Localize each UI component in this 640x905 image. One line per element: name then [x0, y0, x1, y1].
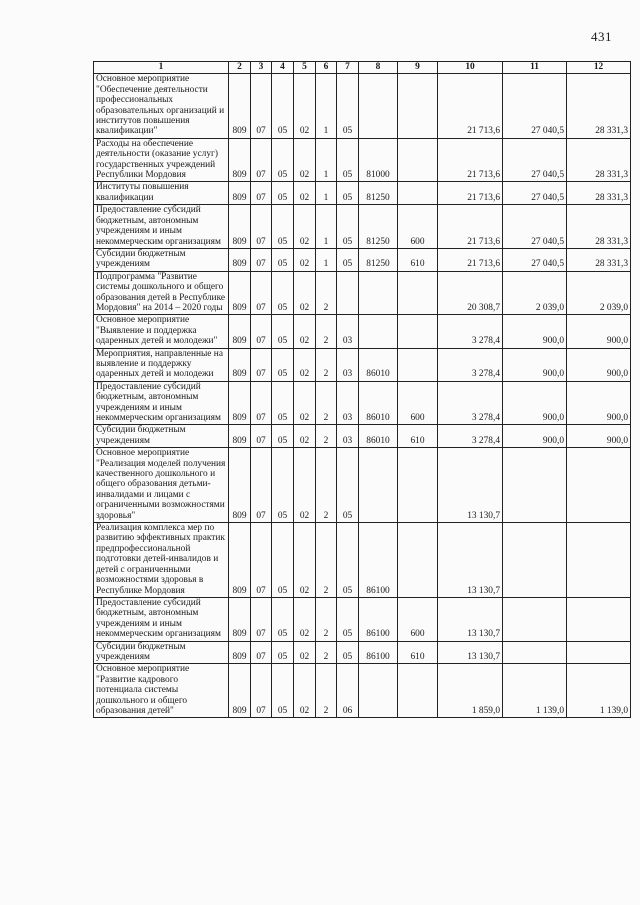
cell-amount-2017: 21 713,6: [438, 205, 503, 249]
cell-expense-type: [398, 348, 438, 381]
cell-subprogram: 2: [316, 641, 337, 664]
cell-expense-type: 600: [398, 205, 438, 249]
cell-amount-2019: 28 331,3: [567, 248, 631, 271]
cell-program: 02: [294, 523, 316, 598]
cell-event: 05: [337, 182, 359, 205]
cell-subprogram: 1: [316, 205, 337, 249]
cell-event: 03: [337, 381, 359, 425]
column-header: 4: [272, 62, 294, 74]
cell-subsection: 05: [272, 641, 294, 664]
cell-section: 07: [251, 248, 272, 271]
row-name: Институты повышения квалификации: [94, 182, 229, 205]
table-row: [94, 182, 631, 205]
cell-event: 05: [337, 74, 359, 138]
cell-direction: [359, 315, 398, 348]
cell-event: 06: [337, 664, 359, 718]
table-row: [94, 348, 631, 381]
cell-amount-2018: 1 139,0: [503, 664, 567, 718]
cell-expense-type: [398, 315, 438, 348]
cell-direction: 81000: [359, 138, 398, 182]
cell-direction: [359, 271, 398, 315]
column-header: 11: [503, 62, 567, 74]
cell-ministry: 809: [229, 74, 251, 138]
cell-ministry: 809: [229, 664, 251, 718]
cell-amount-2017: 3 278,4: [438, 348, 503, 381]
column-header: 1: [94, 62, 229, 74]
cell-subprogram: 2: [316, 448, 337, 523]
cell-ministry: 809: [229, 315, 251, 348]
cell-expense-type: 610: [398, 641, 438, 664]
cell-ministry: 809: [229, 523, 251, 598]
cell-subprogram: 1: [316, 182, 337, 205]
row-name: Субсидии бюджетным учреждениям: [94, 641, 229, 664]
cell-amount-2017: 21 713,6: [438, 248, 503, 271]
row-name: Субсидии бюджетным учреждениям: [94, 425, 229, 448]
cell-program: 02: [294, 641, 316, 664]
cell-amount-2019: 2 039,0: [567, 271, 631, 315]
cell-subsection: 05: [272, 205, 294, 249]
cell-amount-2017: 21 713,6: [438, 138, 503, 182]
cell-amount-2018: 2 039,0: [503, 271, 567, 315]
row-name: Предоставление субсидий бюджетным, автономным учреждениям и иным некоммерческим организациям: [94, 381, 229, 425]
cell-program: 02: [294, 248, 316, 271]
table-row: [94, 597, 631, 641]
cell-amount-2017: 13 130,7: [438, 597, 503, 641]
cell-subsection: 05: [272, 381, 294, 425]
cell-amount-2017: 21 713,6: [438, 182, 503, 205]
cell-amount-2018: [503, 597, 567, 641]
cell-subprogram: 1: [316, 74, 337, 138]
cell-subprogram: 1: [316, 138, 337, 182]
cell-amount-2017: 13 130,7: [438, 523, 503, 598]
cell-direction: 86100: [359, 523, 398, 598]
cell-direction: 86010: [359, 425, 398, 448]
cell-ministry: 809: [229, 381, 251, 425]
table-row: [94, 381, 631, 425]
cell-subsection: 05: [272, 597, 294, 641]
cell-program: 02: [294, 425, 316, 448]
cell-direction: 86010: [359, 348, 398, 381]
column-header: 2: [229, 62, 251, 74]
table-body: [94, 74, 631, 718]
cell-amount-2018: 900,0: [503, 348, 567, 381]
cell-ministry: 809: [229, 271, 251, 315]
cell-subsection: 05: [272, 448, 294, 523]
cell-expense-type: 610: [398, 248, 438, 271]
header-row: [94, 62, 631, 74]
table-row: [94, 664, 631, 718]
column-header: 12: [567, 62, 631, 74]
cell-subprogram: 2: [316, 664, 337, 718]
cell-expense-type: [398, 271, 438, 315]
cell-program: 02: [294, 271, 316, 315]
cell-section: 07: [251, 271, 272, 315]
row-name: Подпрограмма "Развитие системы дошкольного и общего образования детей в Республике Мордовия" на 2014 – 2020 годы: [94, 271, 229, 315]
table-row: [94, 271, 631, 315]
cell-program: 02: [294, 381, 316, 425]
cell-amount-2019: 900,0: [567, 381, 631, 425]
column-header: 8: [359, 62, 398, 74]
cell-subsection: 05: [272, 348, 294, 381]
cell-program: 02: [294, 138, 316, 182]
cell-program: 02: [294, 205, 316, 249]
cell-direction: 86100: [359, 597, 398, 641]
cell-amount-2017: 3 278,4: [438, 315, 503, 348]
cell-ministry: 809: [229, 182, 251, 205]
cell-section: 07: [251, 138, 272, 182]
column-header: 9: [398, 62, 438, 74]
cell-amount-2019: 900,0: [567, 315, 631, 348]
cell-event: 05: [337, 248, 359, 271]
row-name: Предоставление субсидий бюджетным, автономным учреждениям и иным некоммерческим организациям: [94, 205, 229, 249]
table-row: [94, 448, 631, 523]
cell-subsection: 05: [272, 315, 294, 348]
cell-subprogram: 2: [316, 381, 337, 425]
cell-amount-2018: 27 040,5: [503, 74, 567, 138]
row-name: Мероприятия, направленные на выявление и поддержку одаренных детей и молодежи: [94, 348, 229, 381]
cell-amount-2017: 3 278,4: [438, 425, 503, 448]
budget-table: [93, 61, 631, 718]
cell-program: 02: [294, 315, 316, 348]
cell-amount-2019: 28 331,3: [567, 182, 631, 205]
cell-expense-type: 610: [398, 425, 438, 448]
cell-program: 02: [294, 182, 316, 205]
cell-event: 03: [337, 425, 359, 448]
cell-section: 07: [251, 348, 272, 381]
cell-direction: 81250: [359, 205, 398, 249]
cell-section: 07: [251, 523, 272, 598]
cell-event: 05: [337, 138, 359, 182]
cell-ministry: 809: [229, 597, 251, 641]
column-header: 3: [251, 62, 272, 74]
table-row: [94, 74, 631, 138]
cell-subprogram: 2: [316, 348, 337, 381]
cell-section: 07: [251, 315, 272, 348]
row-name: Расходы на обеспечение деятельности (оказание услуг) государственных учреждений Республики Мордовия: [94, 138, 229, 182]
row-name: Основное мероприятие "Обеспечение деятельности профессиональных образовательных организаций и институтов повышения квалификации": [94, 74, 229, 138]
cell-direction: 86100: [359, 641, 398, 664]
cell-expense-type: [398, 448, 438, 523]
cell-amount-2018: 27 040,5: [503, 205, 567, 249]
cell-subprogram: 2: [316, 271, 337, 315]
cell-program: 02: [294, 597, 316, 641]
cell-section: 07: [251, 381, 272, 425]
cell-expense-type: [398, 523, 438, 598]
cell-ministry: 809: [229, 448, 251, 523]
row-name: Основное мероприятие "Выявление и поддержка одаренных детей и молодежи": [94, 315, 229, 348]
cell-amount-2017: 21 713,6: [438, 74, 503, 138]
cell-ministry: 809: [229, 138, 251, 182]
cell-section: 07: [251, 74, 272, 138]
cell-amount-2019: 1 139,0: [567, 664, 631, 718]
cell-section: 07: [251, 664, 272, 718]
cell-amount-2019: [567, 597, 631, 641]
cell-event: 05: [337, 597, 359, 641]
cell-expense-type: [398, 664, 438, 718]
table-row: [94, 248, 631, 271]
table-row: [94, 641, 631, 664]
table-row: [94, 315, 631, 348]
cell-amount-2018: 900,0: [503, 315, 567, 348]
cell-ministry: 809: [229, 641, 251, 664]
cell-amount-2019: [567, 641, 631, 664]
row-name: Основное мероприятие "Развитие кадрового потенциала системы дошкольного и общего образования детей": [94, 664, 229, 718]
cell-amount-2018: 27 040,5: [503, 248, 567, 271]
cell-section: 07: [251, 448, 272, 523]
table-row: [94, 523, 631, 598]
cell-program: 02: [294, 664, 316, 718]
cell-event: 05: [337, 523, 359, 598]
cell-direction: 86010: [359, 381, 398, 425]
cell-amount-2018: 27 040,5: [503, 138, 567, 182]
row-name: Реализация комплекса мер по развитию эффективных практик предпрофессиональной подготовки детей-инвалидов и детей с ограниченными возможностями здоровья в Республике Мордовия: [94, 523, 229, 598]
cell-subprogram: 2: [316, 315, 337, 348]
cell-amount-2018: 27 040,5: [503, 182, 567, 205]
cell-event: 03: [337, 315, 359, 348]
cell-subsection: 05: [272, 271, 294, 315]
cell-subprogram: 2: [316, 523, 337, 598]
table-row: [94, 205, 631, 249]
table-row: [94, 425, 631, 448]
cell-amount-2019: [567, 448, 631, 523]
cell-section: 07: [251, 425, 272, 448]
cell-section: 07: [251, 205, 272, 249]
column-header: 5: [294, 62, 316, 74]
cell-ministry: 809: [229, 348, 251, 381]
cell-subprogram: 1: [316, 248, 337, 271]
cell-section: 07: [251, 597, 272, 641]
cell-program: 02: [294, 448, 316, 523]
page-number: 431: [591, 29, 612, 44]
cell-subsection: 05: [272, 523, 294, 598]
cell-amount-2019: 28 331,3: [567, 138, 631, 182]
cell-amount-2019: 900,0: [567, 425, 631, 448]
cell-expense-type: [398, 74, 438, 138]
table-row: [94, 138, 631, 182]
cell-amount-2017: 13 130,7: [438, 448, 503, 523]
cell-amount-2019: 28 331,3: [567, 74, 631, 138]
row-name: Предоставление субсидий бюджетным, автономным учреждениям и иным некоммерческим организациям: [94, 597, 229, 641]
cell-event: [337, 271, 359, 315]
cell-program: 02: [294, 74, 316, 138]
cell-amount-2019: [567, 523, 631, 598]
cell-amount-2017: 20 308,7: [438, 271, 503, 315]
cell-subsection: 05: [272, 74, 294, 138]
cell-subsection: 05: [272, 138, 294, 182]
row-name: Субсидии бюджетным учреждениям: [94, 248, 229, 271]
cell-amount-2018: [503, 641, 567, 664]
cell-section: 07: [251, 182, 272, 205]
cell-section: 07: [251, 641, 272, 664]
cell-amount-2018: [503, 523, 567, 598]
cell-direction: 81250: [359, 248, 398, 271]
cell-direction: [359, 448, 398, 523]
column-header: 7: [337, 62, 359, 74]
cell-amount-2017: 13 130,7: [438, 641, 503, 664]
cell-amount-2018: [503, 448, 567, 523]
cell-subsection: 05: [272, 664, 294, 718]
cell-program: 02: [294, 348, 316, 381]
cell-amount-2018: 900,0: [503, 425, 567, 448]
cell-subsection: 05: [272, 248, 294, 271]
cell-amount-2019: 900,0: [567, 348, 631, 381]
cell-event: 05: [337, 448, 359, 523]
cell-amount-2017: 1 859,0: [438, 664, 503, 718]
cell-subsection: 05: [272, 182, 294, 205]
cell-amount-2017: 3 278,4: [438, 381, 503, 425]
cell-ministry: 809: [229, 425, 251, 448]
cell-direction: 81250: [359, 182, 398, 205]
column-header: 6: [316, 62, 337, 74]
cell-event: 03: [337, 348, 359, 381]
cell-direction: [359, 74, 398, 138]
cell-event: 05: [337, 205, 359, 249]
cell-direction: [359, 664, 398, 718]
cell-ministry: 809: [229, 248, 251, 271]
cell-ministry: 809: [229, 205, 251, 249]
row-name: Основное мероприятие "Реализация моделей получения качественного дошкольного и общего образования детьми-инвалидами и лицами с ограниченными возможностями здоровья": [94, 448, 229, 523]
cell-expense-type: 600: [398, 381, 438, 425]
cell-event: 05: [337, 641, 359, 664]
cell-subprogram: 2: [316, 597, 337, 641]
column-header: 10: [438, 62, 503, 74]
cell-expense-type: 600: [398, 597, 438, 641]
cell-subsection: 05: [272, 425, 294, 448]
cell-amount-2018: 900,0: [503, 381, 567, 425]
cell-expense-type: [398, 182, 438, 205]
cell-expense-type: [398, 138, 438, 182]
cell-amount-2019: 28 331,3: [567, 205, 631, 249]
cell-subprogram: 2: [316, 425, 337, 448]
